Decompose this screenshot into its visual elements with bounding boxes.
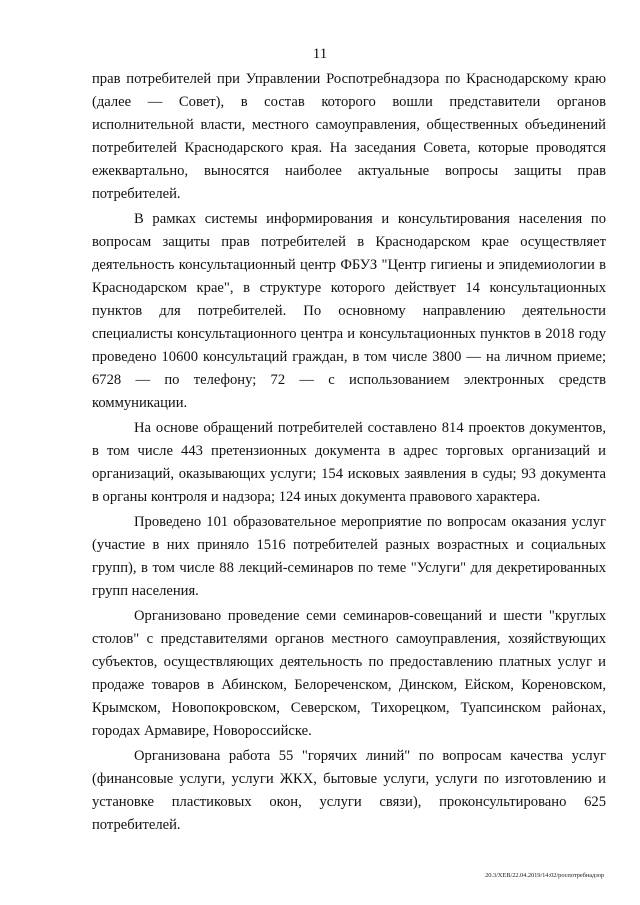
page-number: 11 [312, 46, 328, 62]
footer-document-code: 20.3/ХЕВ/22.04.2019/14:02/роспотребнадзор [485, 872, 604, 879]
paragraph-seminars: Организовано проведение семи семинаров-совещаний и шести "круглых столов" с представителями органов местного самоуправления, хозяйствующих субъектов, осуществляющих деятельность по предоставлению платных услуг и продаже товаров в Абинском, Белореченском, Динском, Ейском, Кореновском, Крымском, Новопокровском, Северском, Тихорецком, Туапсинском районах, городах Армавире, Новороссийске. [92, 608, 606, 739]
paragraph-consulting-center: В рамках системы информирования и консультирования населения по вопросам защиты прав потребителей в Краснодарском крае осуществляет деятельность консультационный центр ФБУЗ "Центр гигиены и эпидемиологии в Краснодарском крае", в структуре которого действует 14 консультационных пунктов для потребителей. По основному направлению деятельности специалисты консультационного центра и консультационных пунктов в 2018 году проведено 10600 консультаций граждан, в том числе 3800 — на личном приеме; 6728 — по телефону; 72 — с использованием электронных средств коммуникации. [92, 211, 606, 411]
paragraph-educational-events: Проведено 101 образовательное мероприятие по вопросам оказания услуг (участие в них приняло 1516 потребителей разных возрастных и социальных групп), в том числе 88 лекций-семинаров по теме "Услуги" для декретированных групп населения. [92, 514, 606, 599]
paragraph-hotlines: Организована работа 55 "горячих линий" по вопросам качества услуг (финансовые услуги, услуги ЖКХ, бытовые услуги, услуги по изготовлению и установке пластиковых окон, услуги связи), проконсультировано 625 потребителей. [92, 748, 606, 833]
document-body [92, 68, 606, 837]
paragraph-council: прав потребителей при Управлении Роспотребнадзора по Краснодарскому краю (далее — Совет), в состав которого вошли представители органов исполнительной власти, местного самоуправления, общественных объединений потребителей Краснодарского края. На заседания Совета, которые проводятся ежеквартально, выносятся наиболее актуальные вопросы защиты прав потребителей. [92, 71, 606, 202]
paragraph-documents: На основе обращений потребителей составлено 814 проектов документов, в том числе 443 претензионных документа в адрес торговых организаций и организаций, оказывающих услуги; 154 исковых заявления в суды; 93 документа в органы контроля и надзора; 124 иных документа правового характера. [92, 420, 606, 505]
